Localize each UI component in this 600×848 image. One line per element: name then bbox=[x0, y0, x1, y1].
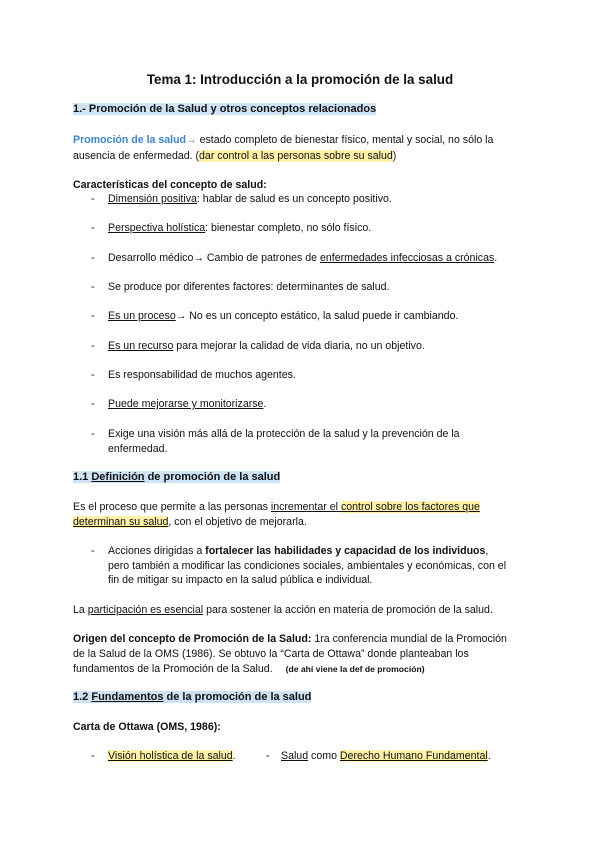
list-item: Exige una visión más allá de la protección de la salud y la prevención de la bbox=[108, 428, 460, 440]
page-title: Tema 1: Introducción a la promoción de la salud bbox=[146, 72, 454, 87]
participation-paragraph: La participación es esencial para sostener la acción en materia de promoción de la salud. bbox=[73, 604, 493, 616]
definition-paragraph-line-1: Es el proceso que permite a las personas incrementar el control sobre los factores que bbox=[73, 501, 480, 513]
list-item: Es un proceso→ No es un concepto estático, la salud puede ir cambiando. bbox=[108, 310, 459, 322]
list-item: Visión holística de la salud. bbox=[108, 750, 236, 762]
list-item: Acciones dirigidas a fortalecer las habilidades y capacidad de los individuos, bbox=[108, 545, 489, 557]
definition-line-1: Promoción de la salud→ estado completo de bienestar físico, mental y social, no sólo la bbox=[73, 134, 494, 146]
definition-line-2: ausencia de enfermedad. (dar control a las personas sobre su salud) bbox=[73, 150, 397, 162]
origin-paragraph-line-2: de la Salud de la OMS (1986). Se obtuvo la “Carta de Ottawa” donde planteaban los bbox=[73, 648, 469, 660]
list-item: Se produce por diferentes factores: determinantes de salud. bbox=[108, 281, 390, 293]
document-page: Tema 1: Introducción a la promoción de la salud 1.- Promoción de la Salud y otros conceptos relacionados Promoción de la salud→ estado completo de bienestar físico, mental y social, no sólo la ausencia de enfermedad. (dar control a las personas sobre su salud) Características del concepto de salud: - Dimensión positiva: hablar de salud es un concepto positivo. - Perspectiva holística: bienestar completo, no sólo físico. - Desarrollo médico→ Cambio de patrones de enfermedades infecciosas a crónicas. - Se produce por diferentes factores: determinantes de salud. - Es un proceso→ No es un concepto estático, la salud puede ir cambiando. - Es un recurso para mejorar la calidad de vida diaria, no un objetivo. - Es responsabilidad de muchos agentes. - Puede mejorarse y monitorizarse. - Exige una visión más allá de la protección de la salud y la prevención de la enfermedad. 1.1 Definición de promoción de la salud Es el proceso que permite a las personas incrementar el control sobre los factores que determinan su salud, con el objetivo de mejorarla. - Acciones dirigidas a fortalecer las habilidades y capacidad de los individuos, pero también a modificar las condiciones sociales, ambientales y económicas, con el fin de mitigar su impacto en la salud pública e individual. La participación es esencial para sostener la acción en materia de promoción de la salud. Origen del concepto de Promoción de la Salud: 1ra conferencia mundial de la Promoción de la Salud de la OMS (1986). Se obtuvo la “Carta de Ottawa” donde planteaban los fundamentos de la Promoción de la Salud. (de ahí viene la def de promoción) 1.2 Fundamentos de la promoción de la salud Carta de Ottawa (OMS, 1986): - Visión holística de la salud. - Salud como Derecho Humano Fundamental. bbox=[0, 0, 600, 848]
list-item: Perspectiva holística: bienestar completo, no sólo físico. bbox=[108, 222, 372, 234]
list-item: Es responsabilidad de muchos agentes. bbox=[108, 369, 296, 381]
section-1-1-heading: 1.1 Definición de promoción de la salud bbox=[73, 471, 281, 483]
list-item: Es un recurso para mejorar la calidad de vida diaria, no un objetivo. bbox=[108, 340, 425, 352]
origin-note: (de ahí viene la def de promoción) bbox=[285, 664, 425, 674]
section-1-heading: 1.- Promoción de la Salud y otros conceptos relacionados bbox=[73, 103, 377, 115]
list-item: Puede mejorarse y monitorizarse. bbox=[108, 398, 267, 410]
origin-paragraph-line-1: Origen del concepto de Promoción de la Salud: 1ra conferencia mundial de la Promoción bbox=[73, 633, 507, 645]
section-1-2-heading: 1.2 Fundamentos de la promoción de la salud bbox=[73, 691, 312, 703]
list-item-continuation: fin de mitigar su impacto en la salud pública e individual. bbox=[108, 574, 373, 586]
definition-term: Promoción de la salud bbox=[73, 134, 187, 146]
list-item-continuation: pero también a modificar las condiciones sociales, ambientales y económicas, con el bbox=[108, 560, 507, 572]
ottawa-heading: Carta de Ottawa (OMS, 1986): bbox=[73, 721, 221, 733]
definition-paragraph-line-2: determinan su salud, con el objetivo de mejorarla. bbox=[73, 516, 307, 528]
characteristics-heading: Características del concepto de salud: bbox=[73, 179, 267, 191]
list-item: Desarrollo médico→ Cambio de patrones de enfermedades infecciosas a crónicas. bbox=[108, 252, 498, 264]
list-item: Dimensión positiva: hablar de salud es un concepto positivo. bbox=[108, 193, 392, 205]
origin-paragraph-line-3: fundamentos de la Promoción de la Salud. (de ahí viene la def de promoción) bbox=[73, 663, 425, 675]
list-item: Salud como Derecho Humano Fundamental. bbox=[281, 750, 491, 762]
list-item-continuation: enfermedad. bbox=[108, 443, 168, 455]
